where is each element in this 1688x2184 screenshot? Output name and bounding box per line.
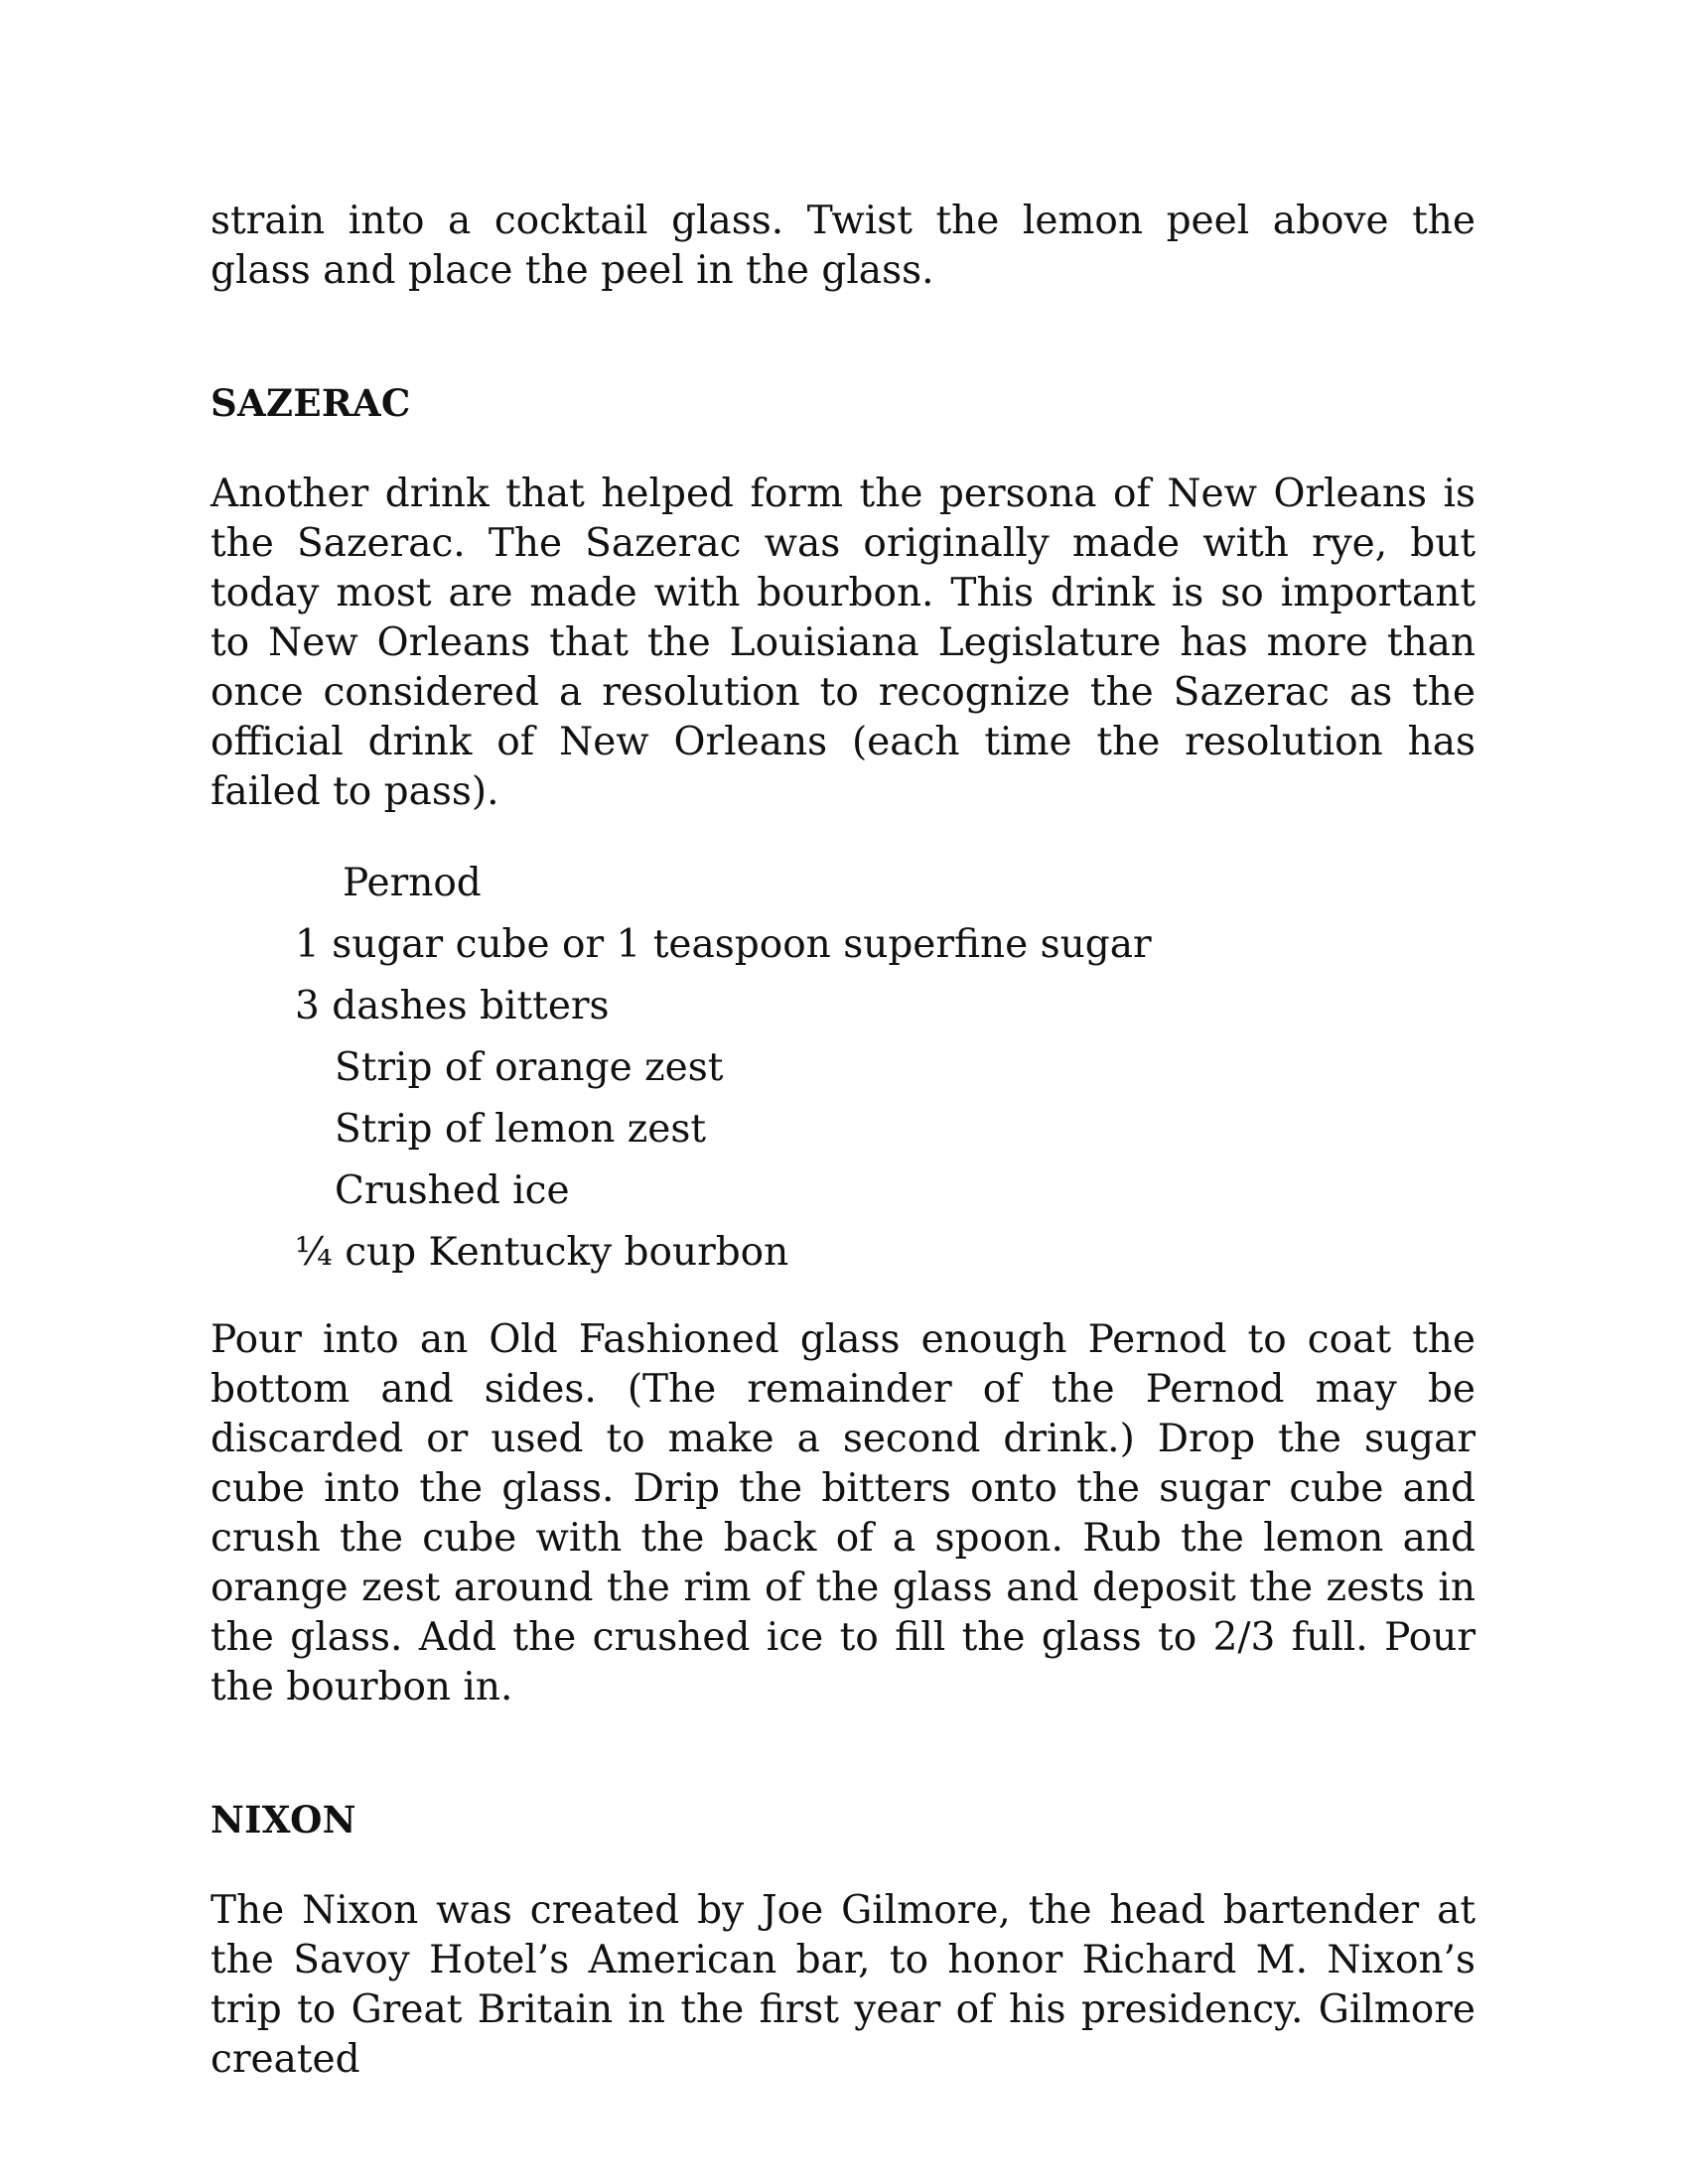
intro-continuation-paragraph: strain into a cocktail glass. Twist the lemon peel above the glass and place the peel in the glass.	[211, 199, 1476, 293]
ingredient-item: Strip of orange zest	[335, 1045, 724, 1090]
sazerac-ingredient-list	[211, 853, 1476, 1284]
ingredient-item: 3 dashes bitters	[295, 984, 610, 1028]
ingredient-item: Crushed ice	[335, 1168, 570, 1213]
nixon-description-paragraph: The Nixon was created by Joe Gilmore, the head bartender at the Savoy Hotel’s American bar, to honor Richard M. Nixon’s trip to Great Britain in the first year of his presidency. Gilmore created	[211, 1888, 1476, 2082]
ingredient-item: 1 sugar cube or 1 teaspoon superfine sugar	[295, 922, 1152, 967]
nixon-heading: NIXON	[211, 1798, 356, 1842]
ingredient-item: ¼ cup Kentucky bourbon	[295, 1230, 789, 1275]
document-page	[211, 197, 1476, 2085]
sazerac-heading: SAZERAC	[211, 381, 411, 425]
sazerac-description-paragraph: Another drink that helped form the persona of New Orleans is the Sazerac. The Sazerac was originally made with rye, but today most are made with bourbon. This drink is so important to New Orleans that the Louisiana Legislature has more than once considered a resolution to recognize the Sazerac as the official drink of New Orleans (each time the resolution has failed to pass).	[211, 472, 1476, 814]
ingredient-item: Strip of lemon zest	[335, 1107, 707, 1152]
sazerac-instructions-paragraph: Pour into an Old Fashioned glass enough Pernod to coat the bottom and sides. (The remainder of the Pernod may be discarded or used to make a second drink.) Drop the sugar cube into the glass. Drip the bitters onto the sugar cube and crush the cube with the back of a spoon. Rub the lemon and orange zest around the rim of the glass and deposit the zests in the glass. Add the crushed ice to fill the glass to 2/3 full. Pour the bourbon in.	[211, 1317, 1476, 1709]
ingredient-item: Pernod	[343, 861, 482, 905]
